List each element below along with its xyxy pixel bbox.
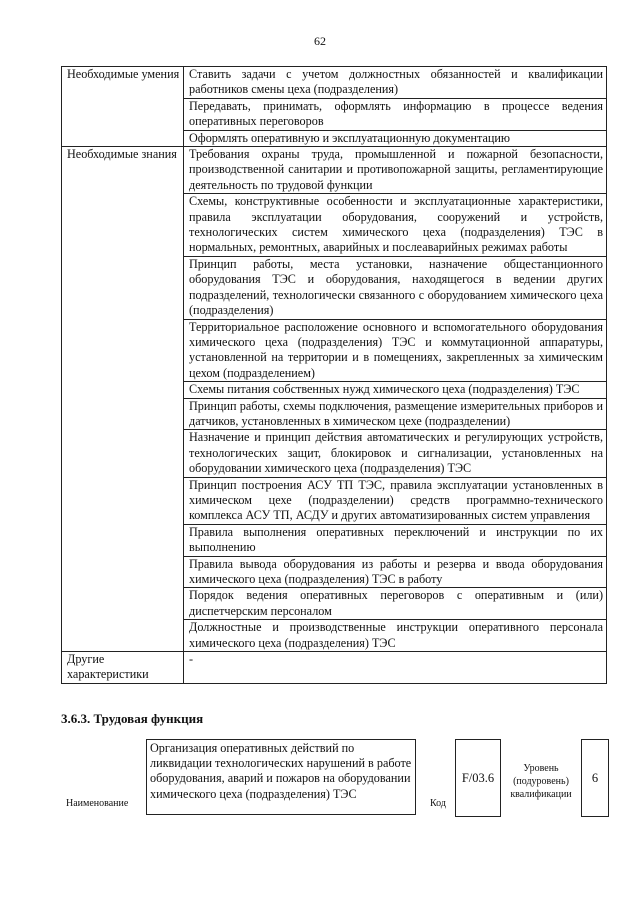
knowledge-item: Требования охраны труда, промышленной и пожарной безопасности, производственной санитарии и противопожарной защиты, регламентирующие деятельность по трудовой функции (184, 147, 607, 194)
skill-item: Оформлять оперативную и эксплуатационную документацию (184, 130, 607, 146)
requirements-table (61, 66, 607, 684)
skill-item: Ставить задачи с учетом должностных обязанностей и квалификации работников смены цеха (подразделения) (184, 67, 607, 99)
knowledge-item: Правила вывода оборудования из работы и резерва и ввода оборудования химического цеха (подразделения) ТЭС в работу (184, 556, 607, 588)
knowledge-item: Порядок ведения оперативных переговоров с оперативным и (или) диспетчерским персоналом (184, 588, 607, 620)
other-value: - (184, 652, 607, 684)
knowledge-item: Схемы, конструктивные особенности и эксплуатационные характеристики, правила эксплуатации оборудования, сооружений и устройств, технологических систем химического цеха (подразделения) ТЭС в нормальных, ремонтных, аварийных и послеаварийных режимах работы (184, 194, 607, 257)
qualification-level: 6 (591, 770, 599, 785)
knowledge-item: Принцип работы, места установки, назначение общестанционного оборудования ТЭС и оборудования, находящегося в ведении других подразделений, технологически связанного с оборудованием химического цеха (подразделения) (184, 256, 607, 319)
skill-item: Передавать, принимать, оформлять информацию в процессе ведения оперативных переговоров (184, 98, 607, 130)
function-code-box (455, 739, 501, 817)
table-row (62, 67, 607, 99)
knowledge-item: Принцип построения АСУ ТП ТЭС, правила эксплуатации установленных в химическом цехе (подразделении) средств программно-технического комплекса АСУ ТП, АСДУ и других автоматизированных систем управления (184, 477, 607, 524)
knowledge-item: Принцип работы, схемы подключения, размещение измерительных приборов и датчиков, установленных в химическом цехе (подразделении) (184, 398, 607, 430)
function-code: F/03.6 (461, 770, 495, 785)
knowledge-item: Правила выполнения оперативных переключений и инструкции по их выполнению (184, 524, 607, 556)
level-label: Уровень (подуровень) квалификации (510, 763, 572, 800)
page-number: 62 (314, 34, 326, 48)
table-row (62, 652, 607, 684)
skills-label: Необходимые умения (62, 67, 184, 147)
knowledge-item: Должностные и производственные инструкции оперативного персонала химического цеха (подразделения) ТЭС (184, 620, 607, 652)
knowledge-item: Территориальное расположение основного и вспомогательного оборудования химического цеха (подразделения) ТЭС и коммутационной аппаратуры, установленной на территории и в помещениях, закрепленных за химическим цехом (подразделением) (184, 319, 607, 382)
qualification-level-box (581, 739, 609, 817)
section-heading: 3.6.3. Трудовая функция (61, 711, 204, 726)
other-label: Другие характеристики (62, 652, 184, 684)
knowledge-label: Необходимые знания (62, 147, 184, 652)
knowledge-item: Схемы питания собственных нужд химического цеха (подразделения) ТЭС (184, 382, 607, 398)
knowledge-item: Назначение и принцип действия автоматических и регулирующих устройств, технологических защит, блокировок и сигнализации, установленных на оборудовании химического цеха (подразделения) ТЭС (184, 430, 607, 477)
table-row (62, 147, 607, 194)
function-name-box: Организация оперативных действий по ликвидации технологических нарушений в работе оборудования, аварий и пожаров на оборудовании химического цеха (подразделения) ТЭС (146, 739, 416, 815)
name-label: Наименование (66, 798, 129, 809)
code-label: Код (430, 798, 446, 809)
